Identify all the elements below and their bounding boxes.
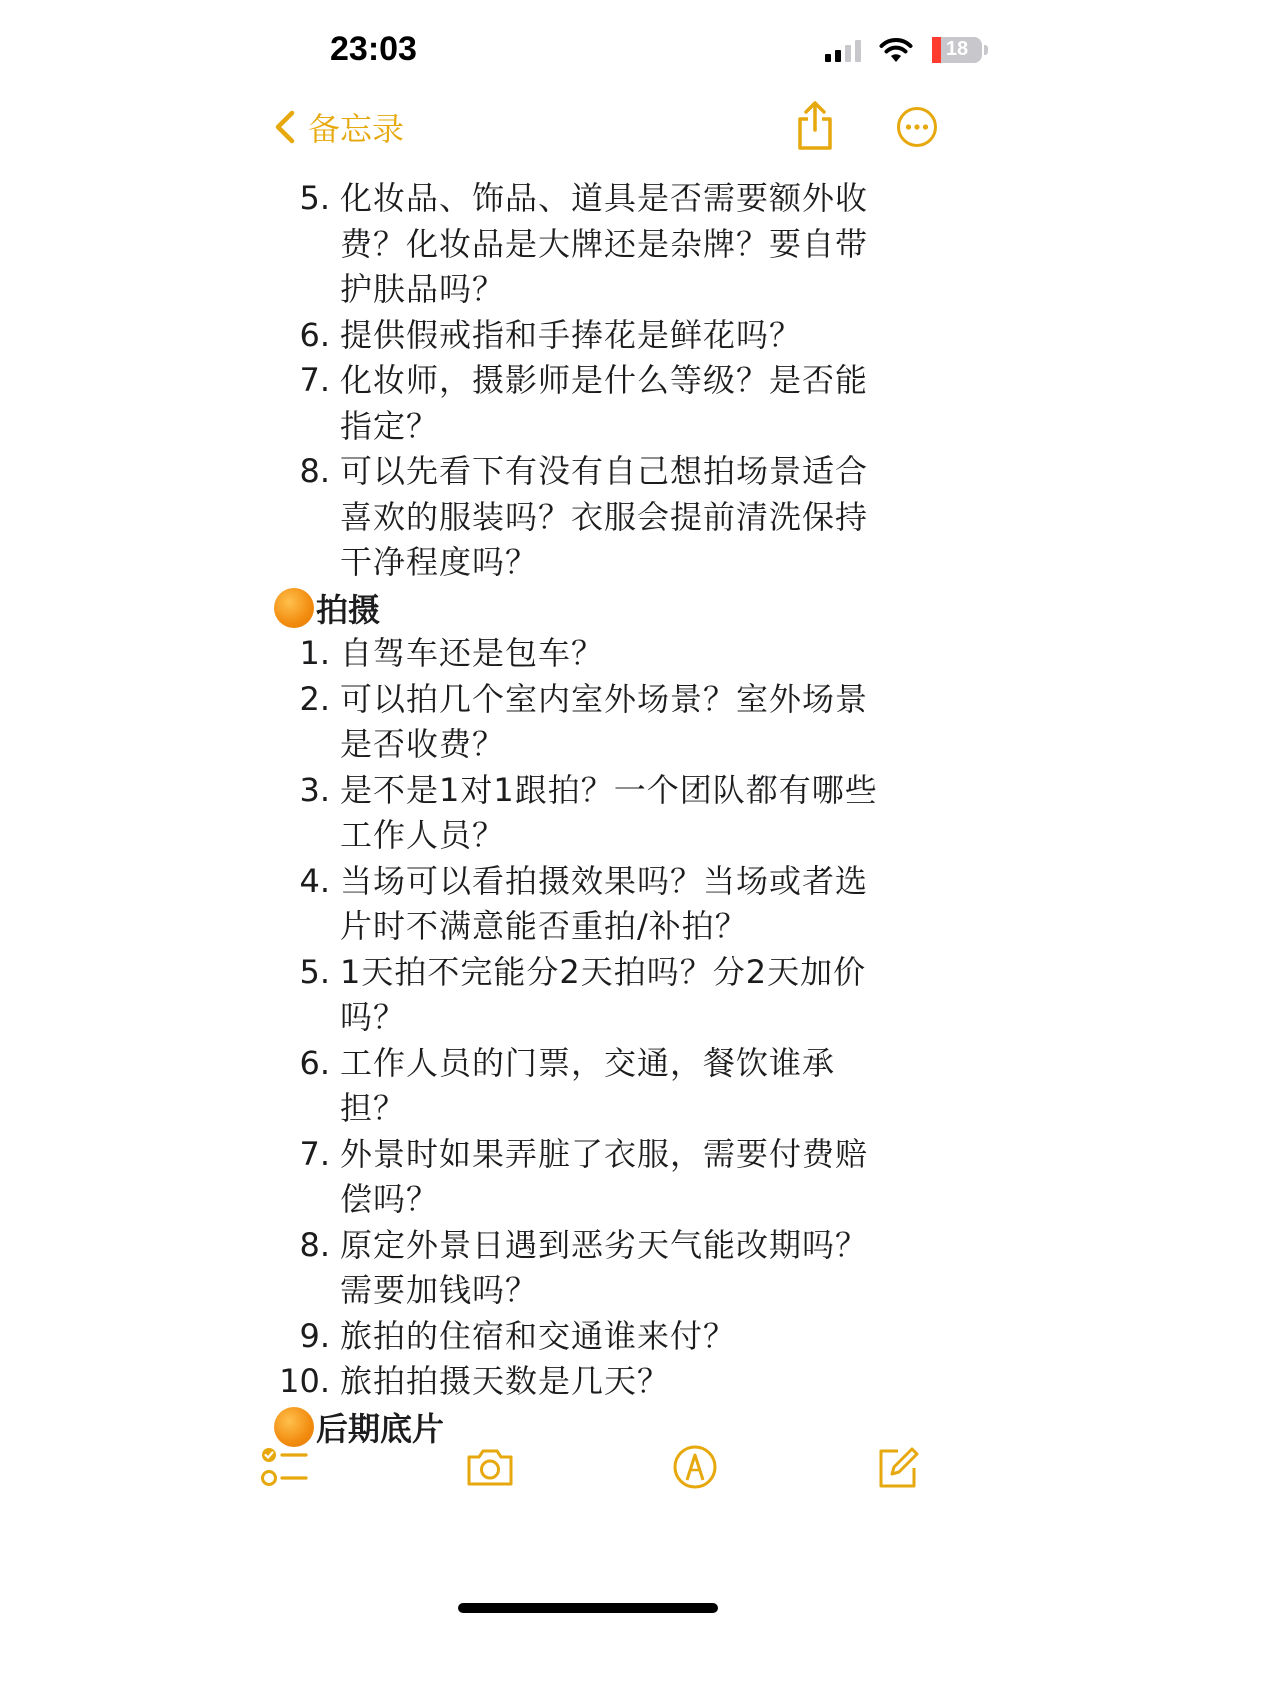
notes-screen [260,0,1020,1706]
list-item [260,1314,1020,1360]
wifi-icon [878,36,914,64]
list-item-text: 外景时如果弄脏了衣服，需要付费赔偿吗？ [340,1134,869,1218]
list-item-number: 5. [299,179,330,217]
chevron-left-icon [266,107,306,147]
list-item-text: 可以先看下有没有自己想拍场景适合喜欢的服装吗？衣服会提前清洗保持干净程度吗？ [340,452,869,581]
list-item-number: 10. [279,1362,330,1400]
list-item-number: 8. [299,1225,330,1264]
orange-circle-icon [274,588,314,628]
list-item-text: 自驾车还是包车？ [340,634,605,672]
list-item-number: 7. [299,1134,330,1173]
more-icon[interactable] [896,106,938,148]
list-item-text: 化妆品、饰品、道具是否需要额外收费？化妆品是大牌还是杂牌？要自带护肤品吗？ [340,179,869,308]
list-item [260,768,1020,859]
checklist-icon[interactable] [260,1442,310,1492]
pre-shoot-list [260,176,1020,586]
list-item-number: 4. [299,861,330,900]
back-button[interactable] [260,104,404,150]
status-bar [260,0,1020,100]
list-item-number: 8. [299,452,330,490]
list-item [260,449,1020,586]
list-item [260,1359,1020,1405]
list-item-number: 9. [299,1316,330,1355]
markup-icon[interactable] [670,1442,720,1492]
note-body[interactable] [260,176,1020,1449]
list-item-number: 2. [299,679,330,718]
list-item [260,1223,1020,1314]
battery-cap [984,45,988,55]
list-item [260,1041,1020,1132]
status-time: 23:03 [330,30,417,68]
list-item-text: 当场可以看拍摄效果吗？当场或者选片时不满意能否重拍/补拍？ [340,861,869,945]
bottom-toolbar [260,1430,1020,1510]
compose-icon[interactable] [872,1442,922,1492]
list-item [260,358,1020,449]
back-label: 备忘录 [308,110,405,148]
list-item-number: 6. [299,315,330,354]
section-heading-shooting [274,586,1020,632]
list-item [260,859,1020,950]
list-item [260,313,1020,359]
cellular-signal-icon [825,40,861,62]
share-icon[interactable] [794,100,836,152]
list-item-number: 3. [299,770,330,809]
nav-bar [260,100,1020,170]
home-indicator[interactable] [458,1603,718,1613]
list-item-text: 1天拍不完能分2天拍吗？分2天加价吗？ [340,952,867,1036]
list-item [260,950,1020,1041]
section-heading-label: 后期底片 [316,1410,445,1449]
list-item-number: 1. [299,634,330,672]
list-item-text: 化妆师，摄影师是什么等级？是否能指定？ [340,361,869,445]
list-item-text: 可以拍几个室内室外场景？室外场景是否收费？ [340,679,869,763]
list-item-text: 原定外景日遇到恶劣天气能改期吗？需要加钱吗？ [340,1225,869,1309]
battery-icon [932,37,982,63]
list-item [260,1132,1020,1223]
list-item [260,677,1020,768]
shooting-list [260,631,1020,1405]
list-item-text: 提供假戒指和手捧花是鲜花吗？ [340,315,803,354]
list-item-text: 旅拍拍摄天数是几天？ [340,1362,671,1400]
list-item-number: 6. [299,1043,330,1082]
list-item-text: 旅拍的住宿和交通谁来付？ [340,1316,737,1355]
section-heading-label: 拍摄 [316,591,381,630]
camera-icon[interactable] [465,1442,515,1492]
list-item [260,176,1020,313]
battery-level: 18 [945,38,969,60]
list-item-text: 工作人员的门票，交通，餐饮谁承担？ [340,1043,836,1127]
list-item-number: 5. [299,952,330,991]
list-item-text: 是不是1对1跟拍？一个团队都有哪些工作人员？ [340,770,878,854]
list-item-number: 7. [299,361,330,399]
list-item [260,631,1020,677]
